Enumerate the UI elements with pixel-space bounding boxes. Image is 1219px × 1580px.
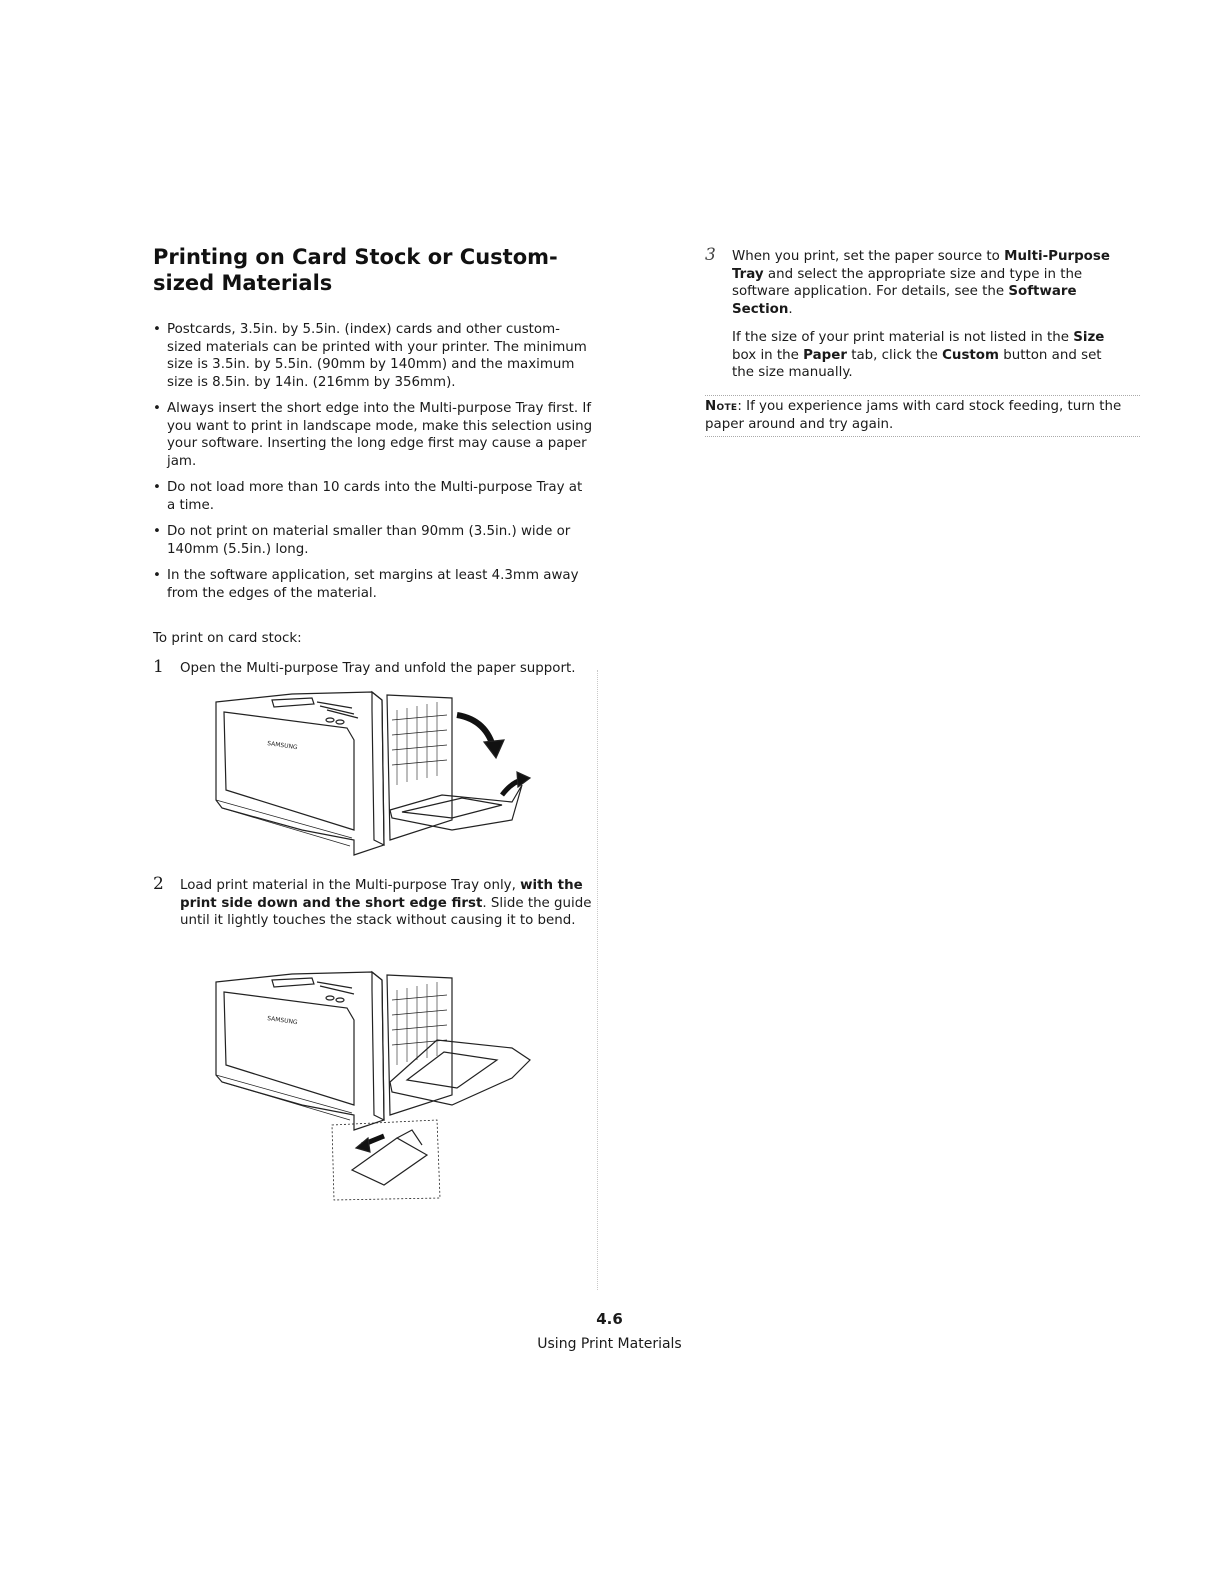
printer-side-panel [372, 692, 384, 845]
step-text: Load print material in the Multi-purpose Tray only, with the print side down and the short edge first. Slide the guide until it lightly touches the stack without causing it to bend. [180, 878, 592, 928]
note-box [705, 395, 1140, 437]
page-title: Printing on Card Stock or Custom-sized Materials [153, 245, 558, 295]
printer-body [216, 692, 384, 855]
bullet-list [153, 321, 593, 611]
brand-logo: SAMSUNG [266, 740, 298, 752]
bullet-icon: • [153, 322, 161, 337]
printer-front-panel [224, 712, 354, 830]
intro-text: To print on card stock: [153, 631, 302, 646]
step-3 [705, 245, 1125, 318]
bullet-icon: • [153, 401, 161, 416]
step-2 [153, 874, 593, 930]
page-number: 4.6 [596, 1310, 623, 1328]
footer-title: Using Print Materials [537, 1336, 682, 1352]
tray [390, 1040, 530, 1105]
bullet-icon: • [153, 480, 161, 495]
bullet-icon: • [153, 568, 161, 583]
list-item: • In the software application, set margins at least 4.3mm away from the edges of the material. [153, 568, 579, 601]
step-number: 2 [153, 874, 164, 894]
step-number: 1 [153, 657, 164, 677]
custom-size-paragraph: If the size of your print material is not listed in the Size box in the Paper tab, click the Custom button and set the size manually. [732, 330, 1105, 380]
bullet-icon: • [153, 524, 161, 539]
list-item: • Always insert the short edge into the Multi-purpose Tray first. If you want to print in landscape mode, make this selection using your software. Inserting the long edge first may cause a paper jam. [153, 401, 593, 469]
step-1 [153, 657, 593, 678]
list-item: • Do not load more than 10 cards into the Multi-purpose Tray at a time. [153, 480, 583, 513]
brand-logo: SAMSUNG [266, 1015, 298, 1027]
load-material-figure [212, 970, 542, 1205]
step-number: 3 [705, 245, 716, 265]
note-label: Note [705, 399, 738, 414]
step-text: When you print, set the paper source to Multi-Purpose Tray and select the appropriate size and type in the software application. For details, see the Software Section. [732, 249, 1110, 317]
inset-frame [332, 1120, 440, 1200]
list-item: • Do not print on material smaller than 90mm (3.5in.) wide or 140mm (5.5in.) long. [153, 524, 571, 557]
note-text: : If you experience jams with card stock feeding, turn the paper around and try again. [705, 399, 1122, 432]
column-divider [597, 670, 598, 1290]
list-item: • Postcards, 3.5in. by 5.5in. (index) cards and other custom-sized materials can be printed with your printer. The minimum size is 3.5in. by 5.5in. (90mm by 140mm) and the maximum size is 8.5in. by 14in. (216mm by 356mm). [153, 322, 587, 390]
printer-tray-open-figure [212, 690, 542, 865]
printer-body [216, 972, 384, 1130]
step-text: Open the Multi-purpose Tray and unfold the paper support. [180, 661, 576, 676]
